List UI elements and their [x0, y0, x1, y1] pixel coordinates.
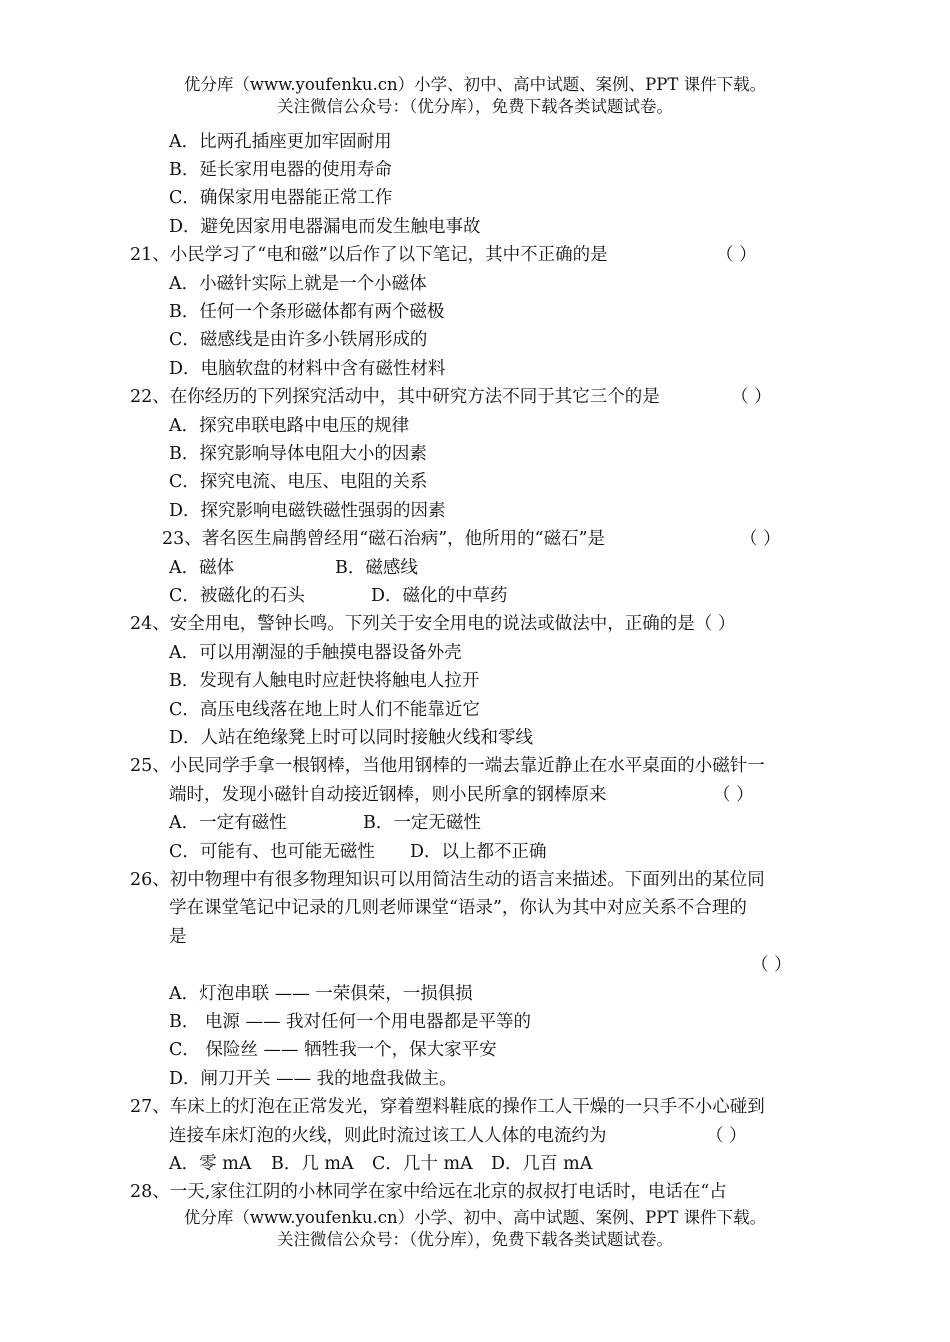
q23-option-a: A．磁体	[169, 558, 235, 578]
q21-stem: 21、小民学习了“电和磁”以后作了以下笔记，其中不正确的是	[130, 245, 608, 265]
q21-answer-paren: （ ）	[716, 245, 757, 265]
q27-option-b: B．几 mA	[271, 1154, 354, 1174]
q23-stem: 23、著名医生扁鹊曾经用“磁石治病”，他所用的“磁石”是	[162, 529, 606, 549]
q25-option-a: A．一定有磁性	[169, 813, 287, 833]
q26-answer-paren: （ ）	[751, 955, 792, 975]
q25-option-b: B．一定无磁性	[363, 813, 481, 833]
q25-option-d: D．以上都不正确	[410, 842, 547, 862]
q26-stem-line-3: 是	[169, 927, 187, 947]
q25-answer-paren: （ ）	[713, 785, 754, 805]
q27-option-a: A．零 mA	[169, 1154, 252, 1174]
q22-option-a: A．探究串联电路中电压的规律	[169, 416, 410, 436]
q20-option-c: C．确保家用电器能正常工作	[169, 188, 393, 208]
page-footer	[0, 1207, 950, 1251]
q22-option-b: B．探究影响导体电阻大小的因素	[169, 444, 427, 464]
q26-option-b: B． 电源 —— 我对任何一个用电器都是平等的	[169, 1012, 532, 1032]
q23-option-c: C．被磁化的石头	[169, 586, 305, 606]
q22-stem: 22、在你经历的下列探究活动中，其中研究方法不同于其它三个的是	[130, 387, 660, 407]
q24-option-d: D．人站在绝缘凳上时可以同时接触火线和零线	[169, 728, 534, 748]
q27-option-c: C．几十 mA	[372, 1154, 473, 1174]
q28-stem-line-1: 28、一天,家住江阴的小林同学在家中给远在北京的叔叔打电话时，电话在“占	[130, 1182, 727, 1202]
q21-option-d: D．电脑软盘的材料中含有磁性材料	[169, 359, 446, 379]
q25-option-c: C．可能有、也可能无磁性	[169, 842, 375, 862]
q20-option-a: A．比两孔插座更加牢固耐用	[169, 132, 392, 152]
q26-stem-line-2: 学在课堂笔记中记录的几则老师课堂“语录”，你认为其中对应关系不合理的	[169, 898, 747, 918]
q23-answer-paren: （ ）	[740, 529, 781, 549]
footer-line-2: 关注微信公众号：（优分库），免费下载各类试题试卷。	[277, 1230, 673, 1249]
q21-option-a: A．小磁针实际上就是一个小磁体	[169, 274, 427, 294]
q21-option-c: C．磁感线是由许多小铁屑形成的	[169, 330, 428, 350]
q22-option-c: C．探究电流、电压、电阻的关系	[169, 472, 428, 492]
q23-option-d: D．磁化的中草药	[371, 586, 508, 606]
q23-option-b: B．磁感线	[335, 558, 418, 578]
q27-answer-paren: （ ）	[706, 1126, 747, 1146]
q21-option-b: B．任何一个条形磁体都有两个磁极	[169, 302, 445, 322]
q25-stem-line-1: 25、小民同学手拿一根钢棒，当他用钢棒的一端去靠近静止在水平桌面的小磁针一	[130, 756, 765, 776]
q27-stem-line-1: 27、车床上的灯泡在正常发光，穿着塑料鞋底的操作工人干燥的一只手不小心碰到	[130, 1097, 765, 1117]
q26-option-d: D．闸刀开关 —— 我的地盘我做主。	[169, 1069, 457, 1089]
q20-option-b: B．延长家用电器的使用寿命	[169, 160, 392, 180]
q22-answer-paren: （ ）	[731, 387, 772, 407]
header-line-1: 优分库（www.youfenku.cn）小学、初中、高中试题、案例、PPT 课件下载。	[183, 75, 767, 94]
header-line-2: 关注微信公众号：（优分库），免费下载各类试题试卷。	[277, 97, 673, 116]
q24-option-c: C．高压电线落在地上时人们不能靠近它	[169, 700, 480, 720]
page-header	[0, 74, 950, 118]
q24-stem: 24、安全用电，警钟长鸣。下列关于安全用电的说法或做法中，正确的是（ ）	[130, 614, 736, 634]
q20-option-d: D．避免因家用电器漏电而发生触电事故	[169, 217, 481, 237]
q27-stem-line-2: 连接车床灯泡的火线，则此时流过该工人人体的电流约为	[169, 1126, 607, 1146]
q26-option-a: A．灯泡串联 —— 一荣俱荣，一损俱损	[169, 984, 473, 1004]
q25-stem-line-2: 端时，发现小磁针自动接近钢棒，则小民所拿的钢棒原来	[169, 785, 607, 805]
q26-stem-line-1: 26、初中物理中有很多物理知识可以用简洁生动的语言来描述。下面列出的某位同	[130, 870, 765, 890]
q22-option-d: D．探究影响电磁铁磁性强弱的因素	[169, 501, 446, 521]
q26-option-c: C． 保险丝 —— 牺牲我一个，保大家平安	[169, 1040, 497, 1060]
q24-option-b: B．发现有人触电时应赶快将触电人拉开	[169, 671, 480, 691]
footer-line-1: 优分库（www.youfenku.cn）小学、初中、高中试题、案例、PPT 课件下载。	[183, 1208, 767, 1227]
q27-option-d: D．几百 mA	[491, 1154, 593, 1174]
q24-option-a: A．可以用潮湿的手触摸电器设备外壳	[169, 643, 462, 663]
